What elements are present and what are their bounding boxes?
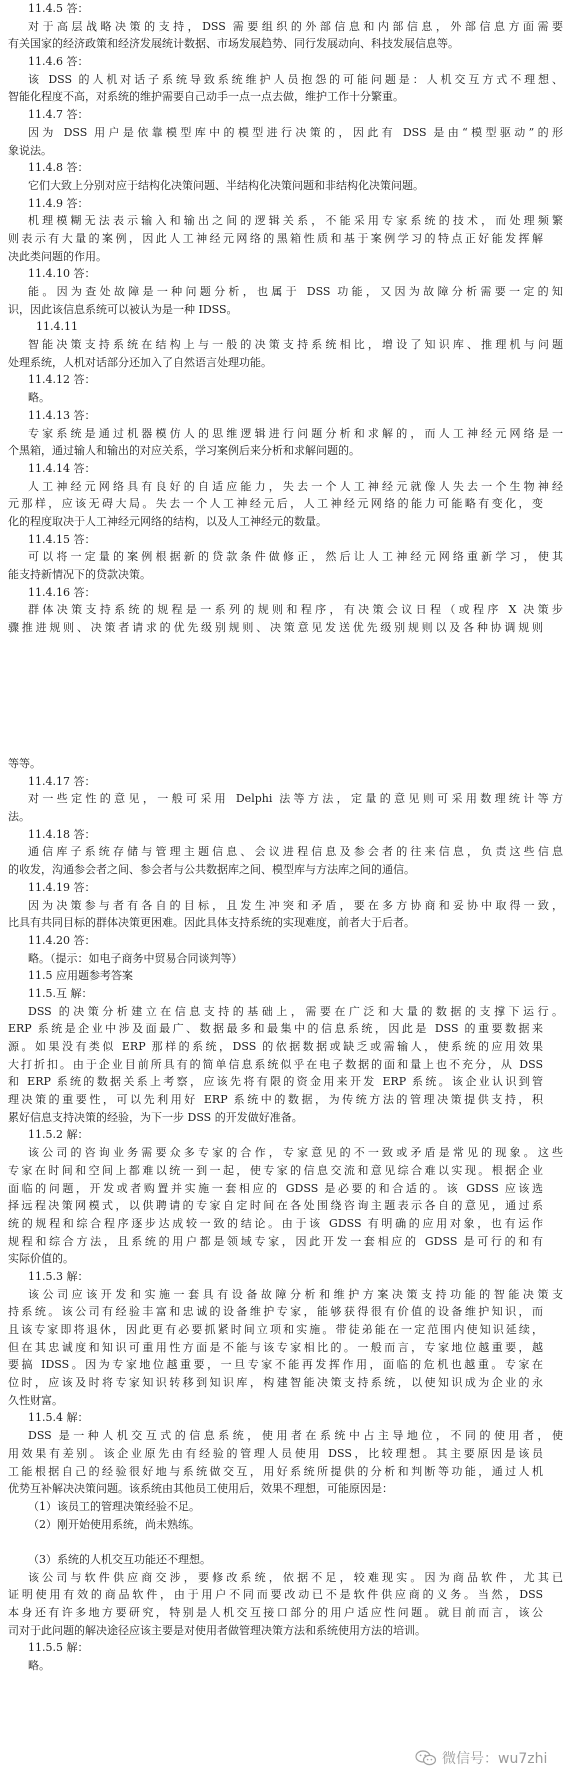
text-line: 该公司应该开发和实施一套具有设备故障分析和维护方案决策支持功能的智能决策支 (28, 1287, 563, 1301)
text-line: 该公司与软件供应商交涉，要修改系统，依据不足，较难现实。因为商品软件，尤其已 (28, 1570, 563, 1584)
text-line: 优势互补解决决策问题。该系统由其他员工使用后，效果不理想，可能原因是： (8, 1482, 393, 1496)
text-line: 11.4.16 答： (28, 585, 96, 599)
text-line: 象说法。 (8, 143, 52, 157)
text-line: 11.4.20 答： (28, 933, 96, 947)
text-line: 的收发，沟通参会者之间、参会者与公共数据库之间、模型库与方法库之间的通信。 (8, 863, 415, 877)
text-line: 通信库子系统存储与管理主题信息、会议进程信息及参会者的往来信息，负责这些信息 (28, 845, 563, 859)
text-line: （3）系统的人机交互功能还不理想。 (28, 1552, 211, 1566)
text-line: 该公司的咨询业务需要众多专家的合作，专家意见的不一致或矛盾是常见的现象。这些 (28, 1146, 563, 1160)
text-line: 11.4.13 答： (28, 408, 96, 422)
text-line: 识，因此该信息系统可以被认为是一种 IDSS。 (8, 302, 238, 316)
text-line: 工能根据自己的经验很好地与系统做交互，用好系统所提供的分析和判断等功能，通过人机 (8, 1464, 543, 1478)
text-line: 智能化程度不高，对系统的维护需要自己动手一点一点去做，维护工作十分繁重。 (8, 90, 404, 104)
text-line: 略。（提示：如电子商务中贸易合同谈判等） (28, 951, 243, 965)
text-line: 专家系统是通过机器模仿人的思维逻辑进行问题分析和求解的，而人工神经元网络是一 (28, 426, 563, 440)
text-line: 实际价值的。 (8, 1252, 74, 1266)
text-line: 化的程度取决于人工神经元网络的结构，以及人工神经元的数量。 (8, 514, 327, 528)
wechat-watermark (415, 1748, 547, 1768)
text-line: 11.4.11 (36, 320, 78, 334)
text-line: 智能决策支持系统在结构上与一般的决策支持系统相比，增设了知识库、推理机与问题 (28, 338, 563, 352)
text-line: 规程和综合方法，且系统的用户都是领域专家，因此开发一套相应的 GDSS 是可行的和有 (8, 1234, 543, 1248)
text-line: 11.5 应用题参考答案 (28, 969, 133, 983)
text-line: 但在其忠诚度和知识可重用性方面是不能与该专家相比的。一般而言，专家地位越重要，越 (8, 1340, 543, 1354)
text-line: 决此类问题的作用。 (8, 249, 107, 263)
text-line: 处理系统，人机对话部分还加入了自然语言处理功能。 (8, 355, 272, 369)
text-line: 略。 (28, 391, 50, 405)
text-line: 等等。 (8, 757, 41, 770)
text-line: 证明使用有效的商品软件，由于用户不同而要改动已不是软件供应商的义务。当然，DSS (8, 1588, 543, 1602)
text-line: 则表示有大量的案例，因此人工神经元网络的黑箱性质和基于案例学习的特点正好能发挥解 (8, 231, 543, 245)
text-line: 能。因为查处故障是一种问题分析，也属于 DSS 功能，又因为故障分析需要一定的知 (28, 285, 563, 298)
text-line: 因为决策参与者有各自的目标，且发生冲突和矛盾，要在多方协商和妥协中取得一致， (28, 898, 563, 912)
text-line: 比具有共同目标的群体决策更困难。因此具体支持系统的实现难度，前者大于后者。 (8, 916, 415, 930)
text-line: 理决策的重要性，可以先利用好 ERP 系统中的数据，为传统方法的管理决策提供支持，积 (8, 1093, 543, 1107)
text-line: 久性财富。 (8, 1393, 63, 1407)
text-line: 该 DSS 的人机对话子系统导致系统维护人员抱怨的可能问题是：人机交互方式不理想、 (28, 72, 563, 86)
text-line: 元那样，应该无碍大局。失去一个人工神经元后，人工神经元网络的能力可能略有变化，变 (8, 497, 543, 511)
text-line: 11.4.18 答： (28, 827, 96, 841)
text-line: 司对于此问题的解决途径应该主要是对使用者做管理决策方法和系统使用方法的培训。 (8, 1623, 426, 1637)
text-line: （1）该员工的管理决策经验不足。 (28, 1499, 200, 1513)
text-line: 11.4.15 答： (28, 532, 96, 546)
text-line: 11.5.2 解： (28, 1128, 89, 1142)
text-line: 11.4.14 答： (28, 461, 96, 475)
text-line: 11.4.6 答： (28, 55, 89, 69)
text-line: 人工神经元网络具有良好的自适应能力，失去一个人工神经元就像人失去一个生物神经 (28, 479, 563, 493)
text-line: 11.4.17 答： (28, 774, 96, 788)
text-line: 专家在时间和空间上都难以统一到一起，使专家的信息交流和意见综合难以实现。根据企业 (8, 1163, 543, 1177)
text-line: 且该专家即将退休，因此更有必要抓紧时间立项和实施。带徒弟能在一定范围内使知识延续， (8, 1323, 543, 1336)
text-line: 11.4.5 答： (28, 2, 89, 15)
text-line: 统的规程和综合程序逐步达成较一致的结论。由于该 GDSS 有明确的应用对象，也有运作 (8, 1216, 543, 1230)
text-line: DSS 是一种人机交互式的信息系统，使用者在系统中占主导地位，不同的使用者，使 (28, 1429, 563, 1443)
text-line: 源。如果没有类似 ERP 那样的系统，DSS 的依据数据或缺乏或需输人，使系统的应用效果 (8, 1040, 543, 1053)
watermark-text: 微信号：wu7zhi (442, 1751, 548, 1767)
text-line: （2）刚开始使用系统，尚未熟练。 (28, 1517, 200, 1531)
text-line: 11.4.12 答： (28, 373, 96, 387)
text-line: 11.4.7 答： (28, 108, 89, 122)
answer-block-top (0, 0, 587, 637)
text-line: 群体决策支持系统的规程是一系列的规则和程序，有决策会议日程（或程序 X 决策步 (28, 603, 563, 617)
text-line: 持系统。该公司有经验丰富和忠诚的设备维护专家，能够获得很有价值的设备维护知识，而 (8, 1305, 543, 1319)
answer-block-bottom (0, 755, 587, 1675)
text-line: 11.5.4 解： (28, 1411, 89, 1425)
text-line: ERP 系统是企业中涉及面最广、数据最多和最集中的信息系统，因此是 DSS 的重要数据来 (8, 1022, 543, 1036)
wechat-icon (415, 1750, 437, 1766)
text-line: 和 ERP 系统的数据关系上考察，应该先将有限的资金用来开发 ERP 系统。该企业认识到管 (8, 1075, 543, 1089)
text-line: 11.4.9 答： (28, 196, 89, 210)
text-line: 机理模糊无法表示输入和输出之间的逻辑关系，不能采用专家系统的技术，而处理频繁 (28, 214, 563, 228)
text-line: 本身还有许多地方要研究，特别是人机交互接口部分的用户适应性问题。就目前而言，该公 (8, 1606, 543, 1619)
text-line: 因为 DSS 用户是依靠模型库中的模型进行决策的，因此有 DSS 是由“模型驱动”的形 (28, 125, 563, 139)
text-line: 有关国家的经济政策和经济发展统计数据、市场发展趋势、同行发展动向、科技发展信息等。 (8, 37, 459, 51)
text-line: 骤推进规则、决策者请求的优先级别规则、决策意见发送优先级别规则以及各种协调规则 (8, 621, 543, 635)
text-line: DSS 的决策分析建立在信息支持的基础上，需要在广泛和大量的数据的支撑下运行。 (28, 1004, 563, 1018)
text-line: 对一些定性的意见，一般可采用 Delphi 法等方法，定量的意见则可采用数理统计等方 (28, 792, 563, 806)
text-line: 面临的问题，开发或者购置并实施一套相应的 GDSS 是必要的和合适的。该 GDSS 应该选 (8, 1181, 543, 1195)
text-line: 可以将一定量的案例根据新的贷款条件做修正，然后让人工神经元网络重新学习，使其 (28, 550, 563, 564)
text-line: 择远程决策网模式，以供聘请的专家自定时间在各处围绕咨询主题表示各自的意见，通过系 (8, 1199, 543, 1213)
text-line: 累好信息支持决策的经验，为下一步 DSS 的开发做好准备。 (8, 1110, 303, 1124)
text-line: 略。 (28, 1659, 50, 1673)
text-line: 法。 (8, 810, 30, 824)
text-line (0, 1533, 587, 1551)
text-line: 个黑箱，通过输人和输出的对应关系，学习案例后来分析和求解问题的。 (8, 444, 360, 458)
text-line: 11.4.8 答： (28, 161, 89, 175)
text-line: 11.5.3 解： (28, 1269, 89, 1283)
text-line: 能支持新情况下的贷款决策。 (8, 568, 151, 581)
text-line: 11.5.5 解： (28, 1641, 89, 1655)
text-line: 11.4.10 答： (28, 267, 96, 281)
text-line: 11.4.19 答： (28, 880, 96, 894)
text-line: 它们大致上分别对应于结构化决策问题、半结构化决策问题和非结构化决策问题。 (28, 178, 424, 192)
text-line: 对于高层战略决策的支持，DSS 需要组织的外部信息和内部信息，外部信息方面需要 (28, 19, 563, 33)
text-line: 位时，应该及时将专家知识转移到知识库，构建智能决策支持系统，以使知识成为企业的永 (8, 1376, 543, 1390)
text-line: 要搞 IDSS。因为专家地位越重要，一旦专家不能再发挥作用，面临的危机也越重。专家在 (8, 1358, 543, 1372)
text-line: 11.5.互 解： (28, 986, 93, 1000)
text-line: 用效果有差别。该企业原先由有经验的管理人员使用 DSS，比较理想。其主要原因是该员 (8, 1446, 543, 1460)
text-line: 大打折扣。由于企业目前所具有的简单信息系统似乎在电子数据的面和量上也不充分，从 DSS (8, 1057, 543, 1071)
